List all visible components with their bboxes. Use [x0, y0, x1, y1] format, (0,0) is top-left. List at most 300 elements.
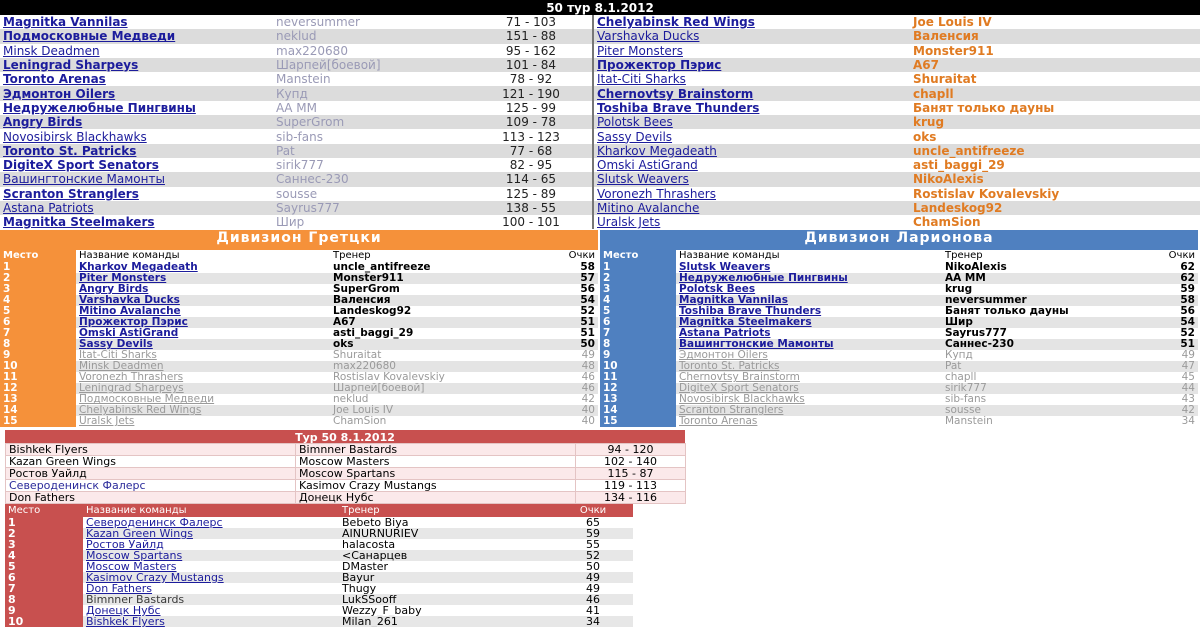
team-link[interactable]: Kazan Green Wings	[83, 528, 339, 539]
away-team-link[interactable]: Varshavka Ducks	[593, 29, 910, 43]
away-team-link[interactable]: Chelyabinsk Red Wings	[593, 15, 910, 29]
points: 52	[553, 550, 633, 561]
home-coach: Купд	[276, 86, 308, 101]
team-link[interactable]: Moscow Spartans	[83, 550, 339, 561]
match-score: 114 - 65	[505, 172, 557, 187]
coach-name: sirik777	[942, 383, 1160, 394]
place-number: 3	[0, 284, 76, 295]
standings-row	[600, 284, 1198, 295]
extra-standings-row	[5, 550, 633, 561]
away-coach: oks	[913, 129, 937, 144]
place-number: 14	[0, 405, 76, 416]
place-number: 8	[600, 339, 676, 350]
home-coach: Саннес-230	[276, 172, 349, 187]
points: 46	[540, 372, 598, 383]
place-number: 10	[600, 361, 676, 372]
match-score: 138 - 55	[505, 201, 557, 215]
points: 45	[1160, 372, 1198, 383]
team-link[interactable]: Magnitka Vannilas	[676, 295, 942, 306]
away-coach: Joe Louis IV	[913, 15, 992, 30]
points: 49	[553, 572, 633, 583]
team-link[interactable]: Bishkek Flyers	[83, 616, 339, 627]
team-link[interactable]: Voronezh Thrashers	[76, 372, 330, 383]
place-number: 9	[5, 605, 83, 616]
team-link[interactable]: Подмосковные Медведи	[76, 394, 330, 405]
team-link[interactable]: Novosibirsk Blackhawks	[676, 394, 942, 405]
away-coach: Валенсия	[913, 29, 979, 44]
team-link[interactable]: Sassy Devils	[76, 339, 330, 350]
away-coach: Monster911	[913, 43, 994, 58]
points: 62	[1160, 273, 1198, 284]
away-coach: NikoAlexis	[913, 172, 984, 187]
standings-row	[0, 383, 598, 394]
place-number: 10	[5, 616, 83, 627]
standings-row	[0, 284, 598, 295]
points: 49	[1160, 350, 1198, 361]
standings-row	[600, 372, 1198, 383]
extra-standings-row	[5, 572, 633, 583]
standings-row	[600, 350, 1198, 361]
away-team: Moscow Masters	[296, 456, 576, 468]
extra-standings-row	[5, 517, 633, 528]
points: 59	[1160, 284, 1198, 295]
team-link[interactable]: Прожектор Пэрис	[76, 317, 330, 328]
home-coach: neversummer	[276, 15, 360, 30]
match-row	[0, 15, 1200, 29]
matches-title: 50 тур 8.1.2012	[546, 0, 654, 15]
home-team-link[interactable]: Вашингтонские Мамонты	[3, 172, 165, 187]
team-link[interactable]: Chelyabinsk Red Wings	[76, 405, 330, 416]
place-number: 6	[5, 572, 83, 583]
team-link[interactable]: Slutsk Weavers	[676, 262, 942, 273]
match-score: 134 - 116	[576, 492, 686, 504]
place-number: 8	[5, 594, 83, 605]
coach-name: Шарпей[боевой]	[330, 383, 540, 394]
match-row	[0, 29, 1200, 43]
team-link[interactable]: Toronto St. Patricks	[676, 361, 942, 372]
place-number: 5	[0, 306, 76, 317]
coach-name: neklud	[330, 394, 540, 405]
away-team-link[interactable]: Mitino Avalanche	[593, 201, 910, 215]
coach-name: halacosta	[339, 539, 553, 550]
home-team-link[interactable]: Novosibirsk Blackhawks	[3, 129, 147, 144]
away-coach: Landeskog92	[913, 201, 1003, 215]
place-number: 6	[600, 317, 676, 328]
place-number: 9	[0, 350, 76, 361]
standings-row	[0, 317, 598, 328]
away-team: Kasimov Crazy Mustangs	[296, 480, 576, 492]
place-number: 8	[0, 339, 76, 350]
place-number: 12	[0, 383, 76, 394]
match-score: 77 - 68	[509, 143, 553, 158]
points: 48	[540, 361, 598, 372]
match-score: 78 - 92	[509, 72, 553, 87]
coach-name: AINURNURIEV	[339, 528, 553, 539]
standings-row	[600, 295, 1198, 306]
standings-row	[0, 405, 598, 416]
team-link[interactable]: Североденинск Фалерс	[83, 517, 339, 528]
standings-row	[0, 394, 598, 405]
home-team-link[interactable]: Toronto Arenas	[3, 72, 106, 87]
away-team-link[interactable]: Sassy Devils	[593, 129, 910, 143]
place-number: 3	[600, 284, 676, 295]
team-link[interactable]: Kharkov Megadeath	[76, 262, 330, 273]
coach-name: NikoAlexis	[942, 262, 1160, 273]
standings-row	[600, 328, 1198, 339]
standings-row	[600, 416, 1198, 427]
place-number: 4	[5, 550, 83, 561]
extra-standings-row	[5, 583, 633, 594]
points: 51	[1160, 339, 1198, 350]
place-number: 5	[5, 561, 83, 572]
coach-name: krug	[942, 284, 1160, 295]
home-coach: Шир	[276, 215, 305, 230]
coach-name: АА ММ	[942, 273, 1160, 284]
away-team: Донецк Нубс	[296, 492, 576, 504]
header-points: Очки	[568, 250, 595, 261]
team-link[interactable]: Astana Patriots	[676, 328, 942, 339]
match-score: 119 - 113	[576, 480, 686, 492]
header-points: Очки	[579, 504, 607, 516]
team-link[interactable]: Toshiba Brave Thunders	[676, 306, 942, 317]
away-team-link[interactable]: Toshiba Brave Thunders	[593, 101, 910, 115]
place-number: 15	[600, 416, 676, 427]
team-link[interactable]: Minsk Deadmen	[76, 361, 330, 372]
away-team-link[interactable]: Slutsk Weavers	[593, 172, 910, 186]
extra-matches-table	[5, 430, 685, 504]
coach-name: Milan_261	[339, 616, 553, 627]
points: 56	[1160, 306, 1198, 317]
home-coach: sirik777	[276, 158, 324, 173]
place-number: 13	[600, 394, 676, 405]
coach-name: Саннес-230	[942, 339, 1160, 350]
coach-name: Bayur	[339, 572, 553, 583]
extra-match-row	[6, 468, 686, 480]
points: 65	[553, 517, 633, 528]
points: 34	[553, 616, 633, 627]
place-number: 14	[600, 405, 676, 416]
away-team: Bimnner Bastards	[296, 444, 576, 456]
team-link[interactable]: Вашингтонские Мамонты	[676, 339, 942, 350]
home-team-link[interactable]: Подмосковные Медведи	[3, 29, 176, 44]
coach-name: neversummer	[942, 295, 1160, 306]
team-link[interactable]: Don Fathers	[83, 583, 339, 594]
points: 54	[540, 295, 598, 306]
coach-name: Thugy	[339, 583, 553, 594]
home-team-link[interactable]: Leningrad Sharpeys	[3, 58, 139, 73]
points: 44	[1160, 383, 1198, 394]
match-score: 151 - 88	[505, 29, 557, 44]
match-row	[0, 86, 1200, 100]
away-coach: krug	[913, 115, 945, 130]
points: 58	[540, 262, 598, 273]
place-number: 7	[5, 583, 83, 594]
match-row	[0, 144, 1200, 158]
points: 43	[1160, 394, 1198, 405]
points: 40	[540, 405, 598, 416]
extra-match-row	[6, 456, 686, 468]
team-link[interactable]: Uralsk Jets	[76, 416, 330, 427]
standings-row	[600, 273, 1198, 284]
extra-standings-row	[5, 594, 633, 605]
header-points: Очки	[1168, 250, 1195, 261]
extra-matches-title: Тур 50 8.1.2012	[5, 430, 685, 443]
away-team-link[interactable]: Chernovtsy Brainstorm	[593, 86, 910, 100]
away-coach: uncle_antifreeze	[913, 143, 1025, 158]
match-row	[0, 215, 1200, 229]
match-score: 121 - 190	[502, 86, 560, 101]
team-link[interactable]: Донецк Нубс	[83, 605, 339, 616]
team-link[interactable]: Ростов Уайлд	[83, 539, 339, 550]
away-team-link[interactable]: Itat-Citi Sharks	[593, 72, 910, 86]
team-link[interactable]: Angry Birds	[76, 284, 330, 295]
team-link[interactable]: Scranton Stranglers	[676, 405, 942, 416]
coach-name: Валенсия	[330, 295, 540, 306]
team-link[interactable]: Itat-Citi Sharks	[76, 350, 330, 361]
home-team: Ростов Уайлд	[6, 468, 296, 480]
place-number: 4	[0, 295, 76, 306]
header-coach: Тренер	[333, 250, 371, 261]
points: 41	[553, 605, 633, 616]
match-score: 125 - 89	[505, 186, 557, 201]
extra-match-row	[6, 480, 686, 492]
coach-name: А67	[330, 317, 540, 328]
points: 59	[553, 528, 633, 539]
away-team-link[interactable]: Kharkov Megadeath	[593, 144, 910, 158]
coach-name: Банят только дауны	[942, 306, 1160, 317]
team-link[interactable]: Leningrad Sharpeys	[76, 383, 330, 394]
home-coach: neklud	[276, 29, 317, 44]
coach-name: oks	[330, 339, 540, 350]
team-link[interactable]: Bimnner Bastards	[83, 594, 339, 605]
team-link[interactable]: Omski AstiGrand	[76, 328, 330, 339]
match-row	[0, 129, 1200, 143]
home-team-link[interactable]: Magnitka Steelmakers	[3, 215, 155, 230]
standings-row	[600, 306, 1198, 317]
home-coach: sib-fans	[276, 129, 323, 144]
home-team: Kazan Green Wings	[6, 456, 296, 468]
division-gretzky	[0, 230, 598, 427]
away-team-link[interactable]: Прожектор Пэрис	[593, 58, 910, 72]
coach-name: LukSSooff	[339, 594, 553, 605]
away-coach: Shuraitat	[913, 72, 977, 87]
standings-row	[0, 306, 598, 317]
points: 40	[540, 416, 598, 427]
extra-standings-row	[5, 561, 633, 572]
team-link[interactable]: Magnitka Steelmakers	[676, 317, 942, 328]
points: 62	[1160, 262, 1198, 273]
header-coach: Тренер	[342, 504, 380, 516]
team-link[interactable]: Polotsk Bees	[676, 284, 942, 295]
home-team-link[interactable]: Недружелюбные Пингвины	[3, 100, 196, 115]
header-place: Место	[8, 504, 41, 516]
away-team-link[interactable]: Voronezh Thrashers	[593, 187, 910, 201]
home-team: Don Fathers	[6, 492, 296, 504]
coach-name: Manstein	[942, 416, 1160, 427]
home-coach: sousse	[276, 186, 318, 201]
match-score: 109 - 78	[505, 115, 557, 130]
extra-standings-table	[5, 504, 633, 627]
points: 52	[1160, 328, 1198, 339]
standings-row	[600, 339, 1198, 350]
header-team: Название команды	[86, 504, 187, 516]
team-link[interactable]: Недружелюбные Пингвины	[676, 273, 942, 284]
coach-name: Pat	[942, 361, 1160, 372]
place-number: 10	[0, 361, 76, 372]
match-row	[0, 172, 1200, 186]
points: 56	[540, 284, 598, 295]
home-team-link[interactable]: DigiteX Sport Senators	[3, 158, 159, 173]
standings-row	[0, 350, 598, 361]
place-number: 5	[600, 306, 676, 317]
match-score: 115 - 87	[576, 468, 686, 480]
matches-table	[0, 0, 1200, 229]
team-link[interactable]: Эдмонтон Oilers	[676, 350, 942, 361]
place-number: 6	[0, 317, 76, 328]
coach-name: Joe Louis IV	[330, 405, 540, 416]
standings-row	[0, 339, 598, 350]
home-team: Bishkek Flyers	[6, 444, 296, 456]
coach-name: DMaster	[339, 561, 553, 572]
coach-name: Купд	[942, 350, 1160, 361]
division-larionov	[600, 230, 1198, 427]
away-coach: Rostislav Kovalevskiy	[913, 186, 1060, 201]
home-team-link[interactable]: Magnitka Vannilas	[3, 15, 128, 30]
away-coach: chapll	[913, 86, 954, 101]
team-link[interactable]: Kasimov Crazy Mustangs	[83, 572, 339, 583]
match-row	[0, 72, 1200, 86]
points: 42	[1160, 405, 1198, 416]
coach-name: max220680	[330, 361, 540, 372]
standings-row	[0, 372, 598, 383]
match-score: 113 - 123	[502, 129, 560, 144]
away-coach: А67	[913, 58, 939, 73]
place-number: 3	[5, 539, 83, 550]
away-coach: asti_baggi_29	[913, 158, 1005, 173]
place-number: 13	[0, 394, 76, 405]
away-team-link[interactable]: Piter Monsters	[593, 44, 910, 58]
points: 51	[540, 328, 598, 339]
home-team-link[interactable]: Angry Birds	[3, 115, 83, 130]
match-row	[0, 101, 1200, 115]
extra-match-row	[6, 492, 686, 504]
home-team: Североденинск Фалерс	[6, 480, 296, 492]
points: 34	[1160, 416, 1198, 427]
match-row	[0, 187, 1200, 201]
place-number: 4	[600, 295, 676, 306]
header-place: Место	[0, 250, 76, 262]
standings-row	[600, 394, 1198, 405]
home-coach: Sayrus777	[276, 201, 340, 215]
division-larionov-title: Дивизион Ларионова	[600, 230, 1198, 250]
match-score: 94 - 120	[576, 444, 686, 456]
standings-row	[600, 383, 1198, 394]
place-number: 2	[600, 273, 676, 284]
points: 47	[1160, 361, 1198, 372]
team-link[interactable]: Mitino Avalanche	[76, 306, 330, 317]
coach-name: asti_baggi_29	[330, 328, 540, 339]
coach-name: Shuraitat	[330, 350, 540, 361]
home-coach: max220680	[276, 43, 348, 58]
home-team-link[interactable]: Astana Patriots	[3, 201, 94, 215]
match-score: 102 - 140	[576, 456, 686, 468]
standings-row	[600, 317, 1198, 328]
place-number: 7	[0, 328, 76, 339]
match-row	[0, 201, 1200, 215]
home-team-link[interactable]: Toronto St. Patricks	[3, 143, 137, 158]
extra-standings-row	[5, 539, 633, 550]
team-link[interactable]: DigiteX Sport Senators	[676, 383, 942, 394]
home-team-link[interactable]: Эдмонтон Oilers	[3, 86, 116, 101]
away-team-link[interactable]: Polotsk Bees	[593, 115, 910, 129]
home-coach: АА ММ	[276, 100, 317, 115]
points: 46	[553, 594, 633, 605]
standings-row	[0, 416, 598, 427]
home-team-link[interactable]: Minsk Deadmen	[3, 43, 100, 58]
coach-name: ChamSion	[330, 416, 540, 427]
header-coach: Тренер	[945, 250, 983, 261]
team-link[interactable]: Chernovtsy Brainstorm	[676, 372, 942, 383]
coach-name: Rostislav Kovalevskiy	[330, 372, 540, 383]
team-link[interactable]: Piter Monsters	[76, 273, 330, 284]
home-coach: Шарпей[боевой]	[276, 58, 381, 73]
place-number: 1	[0, 262, 76, 273]
match-score: 95 - 162	[505, 43, 557, 58]
team-link[interactable]: Moscow Masters	[83, 561, 339, 572]
points: 46	[540, 383, 598, 394]
coach-name: sousse	[942, 405, 1160, 416]
points: 50	[553, 561, 633, 572]
match-row	[0, 58, 1200, 72]
away-coach: ChamSion	[913, 215, 981, 230]
coach-name: sib-fans	[942, 394, 1160, 405]
away-team-link[interactable]: Omski AstiGrand	[593, 158, 910, 172]
points: 54	[1160, 317, 1198, 328]
place-number: 2	[0, 273, 76, 284]
standings-row	[0, 262, 598, 273]
coach-name: chapll	[942, 372, 1160, 383]
extra-match-row	[6, 444, 686, 456]
team-link[interactable]: Varshavka Ducks	[76, 295, 330, 306]
match-score: 101 - 84	[505, 58, 557, 73]
points: 57	[540, 273, 598, 284]
place-number: 11	[0, 372, 76, 383]
points: 42	[540, 394, 598, 405]
team-link[interactable]: Toronto Arenas	[676, 416, 942, 427]
division-gretzky-title: Дивизион Гретцки	[0, 230, 598, 250]
standings-row	[0, 361, 598, 372]
away-team-link[interactable]: Uralsk Jets	[593, 215, 910, 229]
extra-standings-row	[5, 528, 633, 539]
points: 55	[553, 539, 633, 550]
match-row	[0, 158, 1200, 172]
standings-row	[600, 405, 1198, 416]
points: 58	[1160, 295, 1198, 306]
standings-row	[0, 328, 598, 339]
place-number: 15	[0, 416, 76, 427]
points: 51	[540, 317, 598, 328]
home-coach: Pat	[276, 143, 295, 158]
coach-name: Monster911	[330, 273, 540, 284]
coach-name: Wezzy_F_baby	[339, 605, 553, 616]
coach-name: Шир	[942, 317, 1160, 328]
match-row	[0, 115, 1200, 129]
home-team-link[interactable]: Scranton Stranglers	[3, 186, 139, 201]
place-number: 2	[5, 528, 83, 539]
standings-row	[0, 295, 598, 306]
home-coach: SuperGrom	[276, 115, 345, 130]
away-team: Moscow Spartans	[296, 468, 576, 480]
